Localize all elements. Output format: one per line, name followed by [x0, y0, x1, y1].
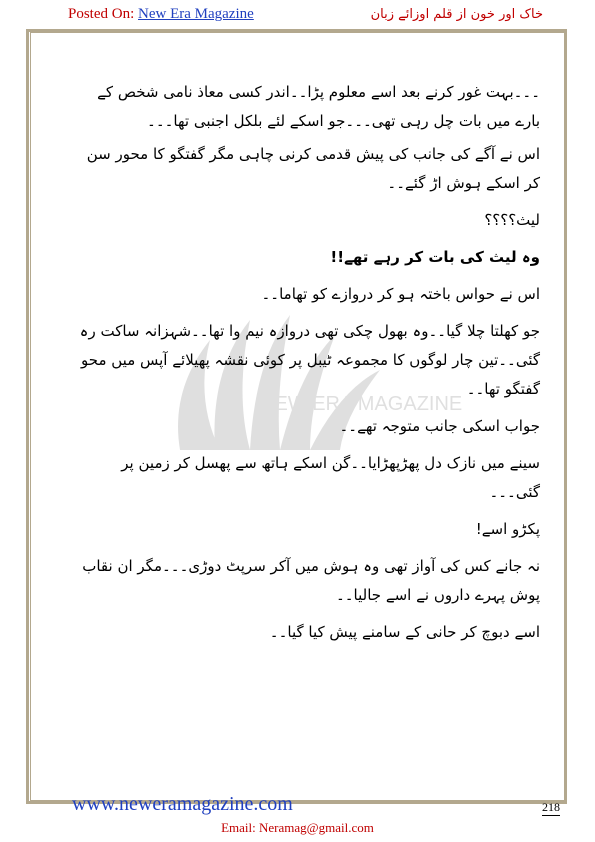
page-number: 218: [542, 800, 560, 814]
paragraph-1: ۔۔۔بہت غور کرنے بعد اسے معلوم پڑا۔۔اندر کسی معاذ نامی شخص کے بارے میں بات چل رہی تھی۔۔۔جو اسکے لئے بلکل اجنبی تھا۔۔۔: [97, 83, 540, 130]
paragraph-4: وہ لیث کی بات کر رہے تھے!!: [330, 248, 540, 266]
paragraph-2: اس نے آگے کی جانب کی پیش قدمی کرنی چاہی مگر گفتگو کا محور سن کر اسکے ہوش اڑ گئے۔۔: [86, 145, 540, 192]
paragraph-6: جو کھلتا چلا گیا۔۔وہ بھول چکی تھی دروازہ نیم وا تھا۔۔شہزانہ ساکت رہ گئی۔۔تین چار لوگوں کا مجموعہ ٹیبل پر کوئی نقشہ پھیلائے آپس میں محو گفتگو تھا۔۔: [79, 322, 540, 398]
paragraph-9: پکڑو اسے!: [475, 520, 540, 538]
header-urdu-title: خاک اور خون از قلم اوزائے زبان: [370, 7, 543, 22]
posted-on-label: Posted On:: [68, 6, 135, 22]
story-text: [70, 78, 540, 647]
paragraph-3: لیث؟؟؟؟: [484, 211, 540, 229]
watermark-text: NEW ERA MAGAZINE: [260, 393, 463, 415]
header-posted-on: [68, 6, 254, 23]
paragraph-11: اسے دبوچ کر حانی کے سامنے پیش کیا گیا۔۔: [269, 623, 540, 641]
paragraph-8: سینے میں نازک دل پھڑپھڑایا۔۔گن اسکے ہاتھ سے پھسل کر زمین پر گئی۔۔۔: [121, 454, 540, 501]
website-link[interactable]: www.neweramagazine.com: [72, 793, 293, 815]
paragraph-10: نہ جانے کس کی آواز تھی وہ ہوش میں آکر سرپٹ دوڑی۔۔۔مگر ان نقاب پوش پہرے داروں نے اسے جالیا۔۔: [82, 557, 540, 604]
paragraph-5: اس نے حواس باختہ ہو کر دروازے کو تھاما۔۔: [261, 285, 540, 303]
paragraph-7: جواب اسکی جانب متوجہ تھے۔۔: [339, 417, 540, 435]
footer-email: Email: Neramag@gmail.com: [221, 820, 374, 835]
magazine-link[interactable]: New Era Magazine: [138, 6, 254, 22]
